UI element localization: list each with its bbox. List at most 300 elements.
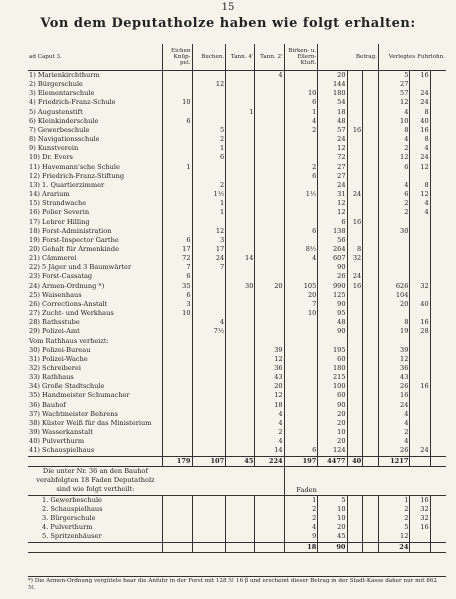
cell-value: 16 <box>347 282 363 291</box>
cell-value: 4 <box>255 71 284 81</box>
cell-value <box>347 514 363 523</box>
row-label: 6) Kleinkinderschule <box>29 116 99 125</box>
row-label: 1) Marienkirchthurm <box>29 71 100 79</box>
cell-value <box>347 505 363 514</box>
cell-value: 1 <box>192 144 226 153</box>
cell-value <box>430 172 446 181</box>
table-row <box>28 108 446 117</box>
cell-value <box>363 172 379 181</box>
cell-value: 264 <box>318 245 347 254</box>
cell-value <box>192 89 226 98</box>
cell-value <box>430 410 446 419</box>
cell-value: 90 <box>318 327 347 336</box>
totals-row <box>28 456 446 466</box>
cell-value <box>347 80 363 89</box>
cell-value <box>347 135 363 144</box>
cell-value <box>363 456 379 466</box>
cell-value <box>378 172 409 181</box>
row-label: 8) Navigationsschule <box>29 135 100 144</box>
cell-value <box>363 346 379 355</box>
cell-value <box>363 495 379 505</box>
cell-value <box>430 227 446 236</box>
cell-value <box>363 300 379 309</box>
cell-value: 40 <box>410 300 430 309</box>
cell-value: 32 <box>410 514 430 523</box>
cell-value <box>255 236 284 245</box>
table-row <box>28 117 446 126</box>
cell-value <box>163 153 192 162</box>
cell-value <box>410 254 430 263</box>
cell-value: 6 <box>378 190 409 199</box>
cell-value: 24 <box>378 542 409 552</box>
cell-value: 16 <box>410 318 430 327</box>
cell-value: 10 <box>318 514 347 523</box>
cell-value: 3 <box>192 236 226 245</box>
cell-value <box>226 346 255 355</box>
cell-value: 2 <box>284 163 318 172</box>
cell-value: 45 <box>226 456 255 466</box>
cell-value <box>255 309 284 318</box>
cell-value: 95 <box>318 309 347 318</box>
row-label: 27) Zucht- und Werkhaus <box>29 309 114 318</box>
cell-value <box>410 272 430 281</box>
deputat-table <box>28 44 446 553</box>
cell-value <box>363 318 379 327</box>
col-header: Tann. 2' <box>255 44 284 71</box>
cell-value: 1½ <box>284 190 318 199</box>
cell-value <box>284 373 318 382</box>
col-header: Eichen Knüp-pel. <box>163 44 192 71</box>
cell-value <box>226 126 255 135</box>
cell-value <box>430 254 446 263</box>
cell-value <box>430 514 446 523</box>
cell-value <box>410 419 430 428</box>
cell-value: 3 <box>163 300 192 309</box>
cell-value <box>192 172 226 181</box>
row-label: 12) Friedrich-Franz-Stiftung <box>29 171 125 180</box>
row-label: 7) Gewerbeschule <box>29 125 90 134</box>
cell-value <box>284 80 318 89</box>
row-label: 31) Polizei-Wache <box>29 354 88 363</box>
cell-value: 20 <box>318 437 347 446</box>
cell-value: 39 <box>255 346 284 355</box>
row-label: Vom Rathhaus verheizt: <box>29 336 109 345</box>
cell-value: 6 <box>284 172 318 181</box>
cell-value <box>226 227 255 236</box>
cell-value: 14 <box>255 446 284 456</box>
cell-value <box>163 327 192 336</box>
row-label: 32) Schreiberei <box>29 364 81 372</box>
cell-value: 7½ <box>192 327 226 336</box>
cell-value <box>284 236 318 245</box>
cell-value: 31 <box>318 190 347 199</box>
row-label: 11) Havemann'sche Schule <box>29 162 120 171</box>
main-table <box>28 44 446 553</box>
cell-value <box>226 163 255 172</box>
cell-value: 16 <box>410 523 430 532</box>
cell-value: 6 <box>284 98 318 107</box>
cell-value <box>430 108 446 117</box>
col-header: Tann. 4' <box>226 44 255 71</box>
cell-value <box>363 327 379 336</box>
cell-value: 39 <box>378 346 409 355</box>
cell-value <box>430 236 446 245</box>
cell-value <box>192 272 226 281</box>
cell-value: 4 <box>378 108 409 117</box>
cell-value <box>192 218 226 227</box>
cell-value: 30 <box>226 282 255 291</box>
cell-value <box>163 364 192 373</box>
cell-value <box>226 419 255 428</box>
cell-value <box>347 327 363 336</box>
distribution-row <box>28 542 446 552</box>
cell-value <box>430 382 446 391</box>
cell-value <box>410 227 430 236</box>
cell-value <box>430 505 446 514</box>
cell-value <box>347 355 363 364</box>
cell-value <box>363 272 379 281</box>
cell-value <box>430 190 446 199</box>
cell-value <box>163 199 192 208</box>
cell-value <box>255 291 284 300</box>
table-row <box>28 382 446 391</box>
cell-value <box>255 163 284 172</box>
cell-value <box>347 300 363 309</box>
cell-value <box>410 364 430 373</box>
cell-value: 12 <box>378 98 409 107</box>
cell-value: 20 <box>318 523 347 532</box>
row-label: 34) Große Stadtschule <box>29 382 105 391</box>
cell-value: 24 <box>347 190 363 199</box>
cell-value: 28 <box>410 327 430 336</box>
cell-value: 4 <box>378 419 409 428</box>
cell-value <box>163 382 192 391</box>
cell-value <box>163 181 192 190</box>
cell-value <box>378 236 409 245</box>
cell-value: 2 <box>378 199 409 208</box>
cell-value <box>347 89 363 98</box>
cell-value: 24 <box>318 181 347 190</box>
cell-value <box>363 245 379 254</box>
cell-value <box>363 126 379 135</box>
cell-value <box>284 153 318 162</box>
cell-value: 4 <box>378 410 409 419</box>
cell-value <box>255 144 284 153</box>
cell-value <box>284 419 318 428</box>
cell-value <box>284 181 318 190</box>
cell-value <box>226 327 255 336</box>
cell-value: 107 <box>192 456 226 466</box>
cell-value: 1 <box>226 108 255 117</box>
cell-value <box>226 144 255 153</box>
cell-value <box>284 337 318 346</box>
cell-value <box>347 291 363 300</box>
cell-value: 12 <box>318 208 347 217</box>
page-title: Von dem Deputatholze haben wie folgt erhalten: <box>40 16 416 31</box>
cell-value <box>192 346 226 355</box>
cell-value <box>363 254 379 263</box>
cell-value <box>410 437 430 446</box>
cell-value <box>378 254 409 263</box>
cell-value <box>226 337 255 346</box>
cell-value <box>347 382 363 391</box>
cell-value: 12 <box>410 163 430 172</box>
cell-value: 26 <box>378 446 409 456</box>
cell-value: 24 <box>410 98 430 107</box>
cell-value: 16 <box>410 71 430 81</box>
cell-value <box>347 227 363 236</box>
cell-value: 2 <box>192 181 226 190</box>
row-label: 19) Forst-Inspector Garthe <box>29 235 119 244</box>
cell-value <box>255 318 284 327</box>
cell-value <box>284 437 318 446</box>
cell-value: 20 <box>255 282 284 291</box>
cell-value: 626 <box>378 282 409 291</box>
cell-value <box>430 542 446 552</box>
footnote: *) Die Armen-Ordnung vergütete baar die Anfuhr in der Forst mit 128 ℳ 16 β und erscheint dieser Betrag in der Stadt-Kasse daher nur mit 862 ℳ. <box>28 576 446 592</box>
cell-value <box>347 364 363 373</box>
cell-value: 90 <box>318 542 347 552</box>
cell-value <box>378 263 409 272</box>
row-label <box>28 456 163 466</box>
faden-value: 18 <box>284 542 318 552</box>
cell-value <box>163 401 192 410</box>
cell-value <box>430 419 446 428</box>
table-row <box>28 309 446 318</box>
table-row <box>28 199 446 208</box>
cell-value <box>284 199 318 208</box>
cell-value: 6 <box>284 227 318 236</box>
cell-value <box>226 364 255 373</box>
row-label: 4. Pulverthurm <box>42 523 93 532</box>
cell-value <box>255 80 284 89</box>
distribution-row <box>28 514 446 523</box>
cell-value <box>255 135 284 144</box>
cell-value: 10 <box>318 428 347 437</box>
cell-value <box>363 153 379 162</box>
row-label: 35) Handmeister Schumacher <box>29 391 130 400</box>
cell-value <box>192 282 226 291</box>
cell-value <box>410 236 430 245</box>
row-label: 23) Forst-Cassatag <box>29 272 93 281</box>
cell-value: 1½ <box>192 190 226 199</box>
cell-value <box>363 401 379 410</box>
cell-value: 144 <box>318 80 347 89</box>
cell-value: 6 <box>163 272 192 281</box>
cell-value: 7 <box>163 263 192 272</box>
cell-value <box>430 126 446 135</box>
cell-value: 10 <box>284 309 318 318</box>
table-row <box>28 300 446 309</box>
cell-value <box>363 382 379 391</box>
cell-value <box>163 227 192 236</box>
row-label: 3) Elementarschule <box>29 89 95 98</box>
table-row <box>28 181 446 190</box>
cell-value: 197 <box>284 456 318 466</box>
cell-value: 2 <box>255 428 284 437</box>
cell-value <box>192 337 226 346</box>
cell-value <box>347 108 363 117</box>
cell-value <box>363 309 379 318</box>
cell-value: 20 <box>318 410 347 419</box>
cell-value <box>226 446 255 456</box>
table-row <box>28 272 446 281</box>
cell-value <box>363 108 379 117</box>
row-label: 15) Strandwache <box>29 199 87 208</box>
cell-value <box>378 337 409 346</box>
cell-value <box>284 355 318 364</box>
cell-value: 179 <box>163 456 192 466</box>
cell-value <box>410 291 430 300</box>
table-row <box>28 254 446 263</box>
table-row <box>28 245 446 254</box>
cell-value: 2 <box>378 208 409 217</box>
cell-value <box>430 89 446 98</box>
cell-value: 10 <box>284 89 318 98</box>
cell-value <box>347 428 363 437</box>
col-header: Betrag. <box>318 44 379 71</box>
cell-value <box>255 245 284 254</box>
cell-value <box>255 153 284 162</box>
row-label: 2) Bürgerschule <box>29 80 83 89</box>
row-label: 13) 1. Quartierzimmer <box>29 180 105 189</box>
cell-value <box>430 153 446 162</box>
cell-value <box>347 495 363 505</box>
cell-value: 607 <box>318 254 347 263</box>
distribution-row <box>28 495 446 505</box>
cell-value: 12 <box>318 144 347 153</box>
cell-value: 6 <box>163 236 192 245</box>
cell-value <box>192 364 226 373</box>
cell-value: 6 <box>163 117 192 126</box>
row-label: 17) Lehrer Hilling <box>29 217 90 226</box>
row-label: 16) Polier Severin <box>29 208 90 217</box>
cell-value: 18 <box>255 401 284 410</box>
table-row <box>28 208 446 217</box>
table-row <box>28 98 446 107</box>
table-row <box>28 153 446 162</box>
cell-value <box>430 373 446 382</box>
cell-value: 20 <box>318 419 347 428</box>
faden-value: 9 <box>284 532 318 542</box>
cell-value <box>284 327 318 336</box>
cell-value <box>163 391 192 400</box>
table-row <box>28 227 446 236</box>
cell-value: 5 <box>192 126 226 135</box>
cell-value: 2 <box>378 505 409 514</box>
cell-value <box>347 391 363 400</box>
cell-value <box>163 89 192 98</box>
cell-value: 24 <box>192 254 226 263</box>
table-row <box>28 71 446 81</box>
cell-value <box>430 71 446 81</box>
cell-value <box>255 208 284 217</box>
table-row <box>28 282 446 291</box>
cell-value <box>347 263 363 272</box>
cell-value: 36 <box>255 364 284 373</box>
cell-value <box>226 373 255 382</box>
cell-value <box>163 135 192 144</box>
cell-value: 4 <box>410 144 430 153</box>
page-number: 15 <box>221 2 235 13</box>
cell-value <box>226 172 255 181</box>
cell-value: 48 <box>318 318 347 327</box>
cell-value: 32 <box>410 282 430 291</box>
cell-value <box>284 218 318 227</box>
cell-value <box>347 446 363 456</box>
cell-value: 8 <box>378 126 409 135</box>
cell-value: 195 <box>318 346 347 355</box>
cell-value: 18 <box>318 108 347 117</box>
cell-value <box>163 208 192 217</box>
cell-value: 12 <box>378 532 409 542</box>
cell-value <box>226 135 255 144</box>
cell-value: 8 <box>410 135 430 144</box>
cell-value <box>192 108 226 117</box>
cell-value: 6 <box>284 446 318 456</box>
cell-value: 100 <box>318 382 347 391</box>
cell-value: 4 <box>284 117 318 126</box>
cell-value <box>163 437 192 446</box>
cell-value <box>347 309 363 318</box>
cell-value <box>192 300 226 309</box>
cell-value <box>363 391 379 400</box>
cell-value <box>363 199 379 208</box>
cell-value <box>347 71 363 81</box>
cell-value: 27 <box>318 172 347 181</box>
cell-value: 40 <box>347 456 363 466</box>
cell-value <box>430 456 446 466</box>
cell-value: 20 <box>284 291 318 300</box>
table-row <box>28 126 446 135</box>
cell-value <box>192 410 226 419</box>
cell-value <box>163 446 192 456</box>
cell-value: 125 <box>318 291 347 300</box>
cell-value: 16 <box>347 218 363 227</box>
cell-value: 2 <box>284 126 318 135</box>
cell-value <box>363 282 379 291</box>
cell-value: 16 <box>410 495 430 505</box>
cell-value <box>363 446 379 456</box>
cell-value: 8½ <box>284 245 318 254</box>
cell-value <box>192 382 226 391</box>
table-row <box>28 401 446 410</box>
cell-value <box>226 80 255 89</box>
cell-value <box>255 89 284 98</box>
cell-value: 16 <box>347 126 363 135</box>
cell-value <box>430 346 446 355</box>
table-row <box>28 337 446 346</box>
cell-value <box>255 272 284 281</box>
cell-value <box>163 346 192 355</box>
cell-value <box>363 337 379 346</box>
cell-value <box>410 456 430 466</box>
cell-value <box>226 272 255 281</box>
cell-value <box>284 318 318 327</box>
cell-value <box>430 291 446 300</box>
cell-value <box>226 190 255 199</box>
cell-value: 1 <box>284 108 318 117</box>
table-row <box>28 190 446 199</box>
cell-value <box>255 190 284 199</box>
cell-value: 16 <box>378 391 409 400</box>
cell-value <box>284 208 318 217</box>
cell-value <box>192 163 226 172</box>
cell-value: 10 <box>163 309 192 318</box>
cell-value: 105 <box>284 282 318 291</box>
cell-value <box>192 291 226 300</box>
cell-value <box>430 327 446 336</box>
